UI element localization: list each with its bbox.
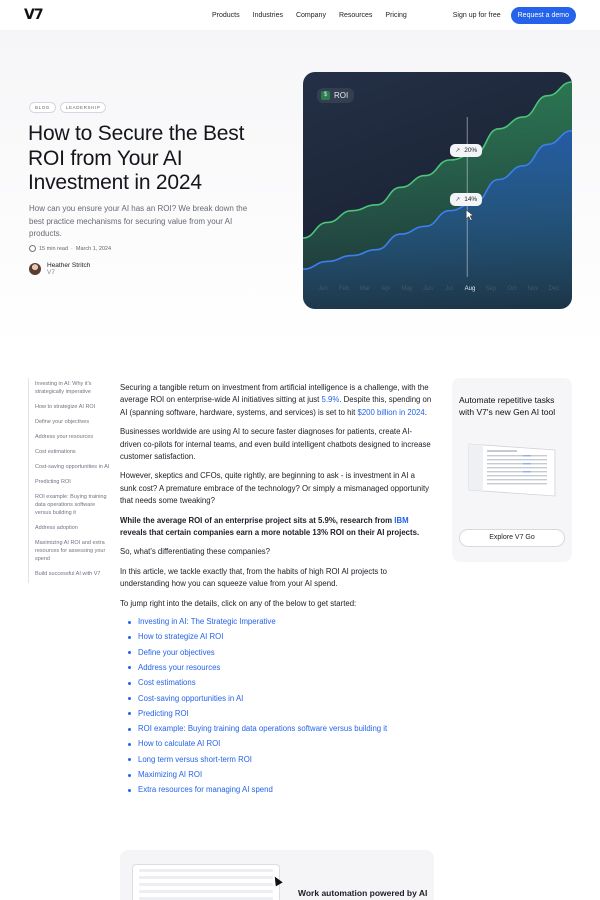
toc-item[interactable]: Maximizing AI ROI and extra resources for assessing your spend xyxy=(35,539,106,562)
jump-link[interactable]: Extra resources for managing AI spend xyxy=(120,785,432,795)
callout-top xyxy=(450,144,482,157)
meta-separator: · xyxy=(71,245,73,252)
top-nav xyxy=(0,0,600,30)
arrow-up-right-icon: ↗ xyxy=(455,197,461,203)
x-tick-label: Mar xyxy=(359,286,371,292)
callout-bottom-label: 14% xyxy=(464,196,478,203)
paragraph-2: Businesses worldwide are using AI to secure faster diagnoses for patients, create AI-driven co-pilots for internal teams, and even build intelligent chatbots designed to increase customer satisfaction. xyxy=(120,427,431,462)
toc-item[interactable]: ROI example: Buying training data operations software versus building it xyxy=(35,493,107,516)
nav-company[interactable]: Company xyxy=(295,11,326,19)
paragraph-3: However, skeptics and CFOs, quite rightly, are beginning to ask - is investment in AI a sunk cost? A premature embrace of the technology? Or simply a mismanaged opportunity that needs some tweaking? xyxy=(120,471,430,506)
chart-title: ROI xyxy=(334,91,349,100)
paragraph-4 xyxy=(120,515,432,540)
author-avatar xyxy=(29,263,41,275)
x-tick-label: Oct xyxy=(507,286,517,292)
x-tick-label: May xyxy=(401,286,413,292)
x-tick-label: Aug xyxy=(464,286,476,292)
author-block xyxy=(29,262,90,276)
article-meta xyxy=(29,245,111,252)
text: . xyxy=(424,407,427,417)
toc-item[interactable]: Address adoption xyxy=(35,524,78,531)
callout-top-label: 20% xyxy=(464,147,478,154)
jump-link[interactable]: Investing in AI: The Strategic Imperative xyxy=(120,617,432,627)
arrow-up-right-icon: ↗ xyxy=(455,148,461,154)
page-subtitle: How can you ensure your AI has an ROI? We break down the best practice mechanisms for securing value from your AI products. xyxy=(29,204,248,238)
x-tick-label: Jan xyxy=(318,286,328,292)
promo-card xyxy=(452,378,572,562)
toc-item[interactable]: Address your resources xyxy=(35,433,94,440)
nav-links xyxy=(212,12,420,19)
toc-item[interactable]: Cost-saving opportunities in AI xyxy=(35,463,110,470)
toc-item[interactable]: Define your objectives xyxy=(35,418,90,425)
promo-title: Automate repetitive tasks with V7's new Gen AI tool xyxy=(459,395,556,417)
toc-item[interactable]: How to strategize AI ROI xyxy=(35,403,96,410)
jump-link[interactable]: Predicting ROI xyxy=(120,709,432,719)
text: Securing a tangible return on investment from artificial intelligence is a challenge, with the average ROI on enterprise-wide AI initiatives sitting at just xyxy=(120,383,429,405)
link-ibm[interactable]: IBM xyxy=(394,515,409,525)
jump-link[interactable]: Address your resources xyxy=(120,663,432,673)
paragraph-intro xyxy=(120,382,432,419)
x-tick-label: Nov xyxy=(527,286,539,292)
explore-v7-go-button[interactable]: Explore V7 Go xyxy=(459,529,565,547)
request-demo-button[interactable]: Request a demo xyxy=(511,7,576,24)
nav-industries[interactable]: Industries xyxy=(252,11,283,19)
v7-logo[interactable]: V7 xyxy=(24,7,43,23)
paragraph-7: To jump right into the details, click on any of the below to get started: xyxy=(120,598,357,608)
jump-link[interactable]: Cost estimations xyxy=(120,678,432,688)
publish-date: March 1, 2024 xyxy=(75,245,112,252)
paragraph-5: So, what's differentiating these companies? xyxy=(120,547,271,557)
x-tick-label: Sep xyxy=(485,286,497,292)
tag-list xyxy=(29,102,106,113)
nav-resources[interactable]: Resources xyxy=(338,11,373,19)
jump-link[interactable]: How to strategize AI ROI xyxy=(120,632,432,642)
banner-screenshot xyxy=(132,864,280,900)
jump-link-list xyxy=(120,617,432,795)
jump-link[interactable]: Long term versus short-term ROI xyxy=(120,755,432,765)
author-name: Heather Stritch xyxy=(47,262,91,269)
page-title: How to Secure the Best ROI from Your AI Investment in 2024 xyxy=(28,122,245,194)
signup-link[interactable]: Sign up for free xyxy=(452,11,501,19)
jump-link[interactable]: Maximizing AI ROI xyxy=(120,770,432,780)
product-screenshot-image xyxy=(463,440,561,498)
toc-item[interactable]: Cost estimations xyxy=(35,448,76,455)
link-200-billion[interactable]: $200 billion in 2024 xyxy=(357,407,425,417)
text: reveals that certain companies earn a more notable 13% ROI on their AI projects. xyxy=(120,528,420,538)
toc-item[interactable]: Build successful AI with V7 xyxy=(35,570,101,577)
nav-actions xyxy=(453,7,576,24)
read-time: 15 min read xyxy=(39,245,69,252)
jump-link[interactable]: How to calculate AI ROI xyxy=(120,739,432,749)
paragraph-6: In this article, we tackle exactly that, from the habits of high ROI AI projects to understanding how you can squeeze value from your AI spend. xyxy=(120,566,387,589)
x-tick-label: Feb xyxy=(338,286,350,292)
roi-legend-pill xyxy=(317,88,354,103)
link-5-9-percent[interactable]: 5.9% xyxy=(321,395,340,405)
x-tick-label: Dec xyxy=(548,286,560,292)
callout-bottom xyxy=(450,193,482,206)
table-of-contents xyxy=(28,378,110,583)
clock-icon xyxy=(29,245,36,252)
roi-chart xyxy=(303,72,572,309)
toc-item[interactable]: Predicting ROI xyxy=(35,478,71,485)
text: . Despite this, spending on AI (spanning software, hardware, systems, and services) is set to hit xyxy=(120,395,432,417)
nav-pricing[interactable]: Pricing xyxy=(385,11,407,19)
x-tick-label: Apr xyxy=(381,286,391,292)
tag-leadership[interactable]: LEADERSHIP xyxy=(60,102,107,113)
dollar-icon: $ xyxy=(321,91,330,100)
tag-blog[interactable]: BLOG xyxy=(29,102,56,113)
x-tick-label: Jul xyxy=(445,286,453,292)
jump-link[interactable]: Cost-saving opportunities in AI xyxy=(120,694,432,704)
x-tick-label: Jun xyxy=(423,286,433,292)
jump-link[interactable]: ROI example: Buying training data operations software versus building it xyxy=(120,724,432,734)
automation-banner xyxy=(120,850,434,900)
jump-link[interactable]: Define your objectives xyxy=(120,648,432,658)
text: While the average ROI of an enterprise project sits at 5.9%, research from xyxy=(120,515,395,525)
roi-chart-card xyxy=(303,72,572,309)
article-body xyxy=(120,382,432,801)
nav-products[interactable]: Products xyxy=(212,11,240,19)
author-org: V7 xyxy=(47,269,55,276)
toc-item[interactable]: Investing in AI: Why it's strategically imperative xyxy=(35,380,92,395)
banner-heading: Work automation powered by AI xyxy=(298,888,428,898)
